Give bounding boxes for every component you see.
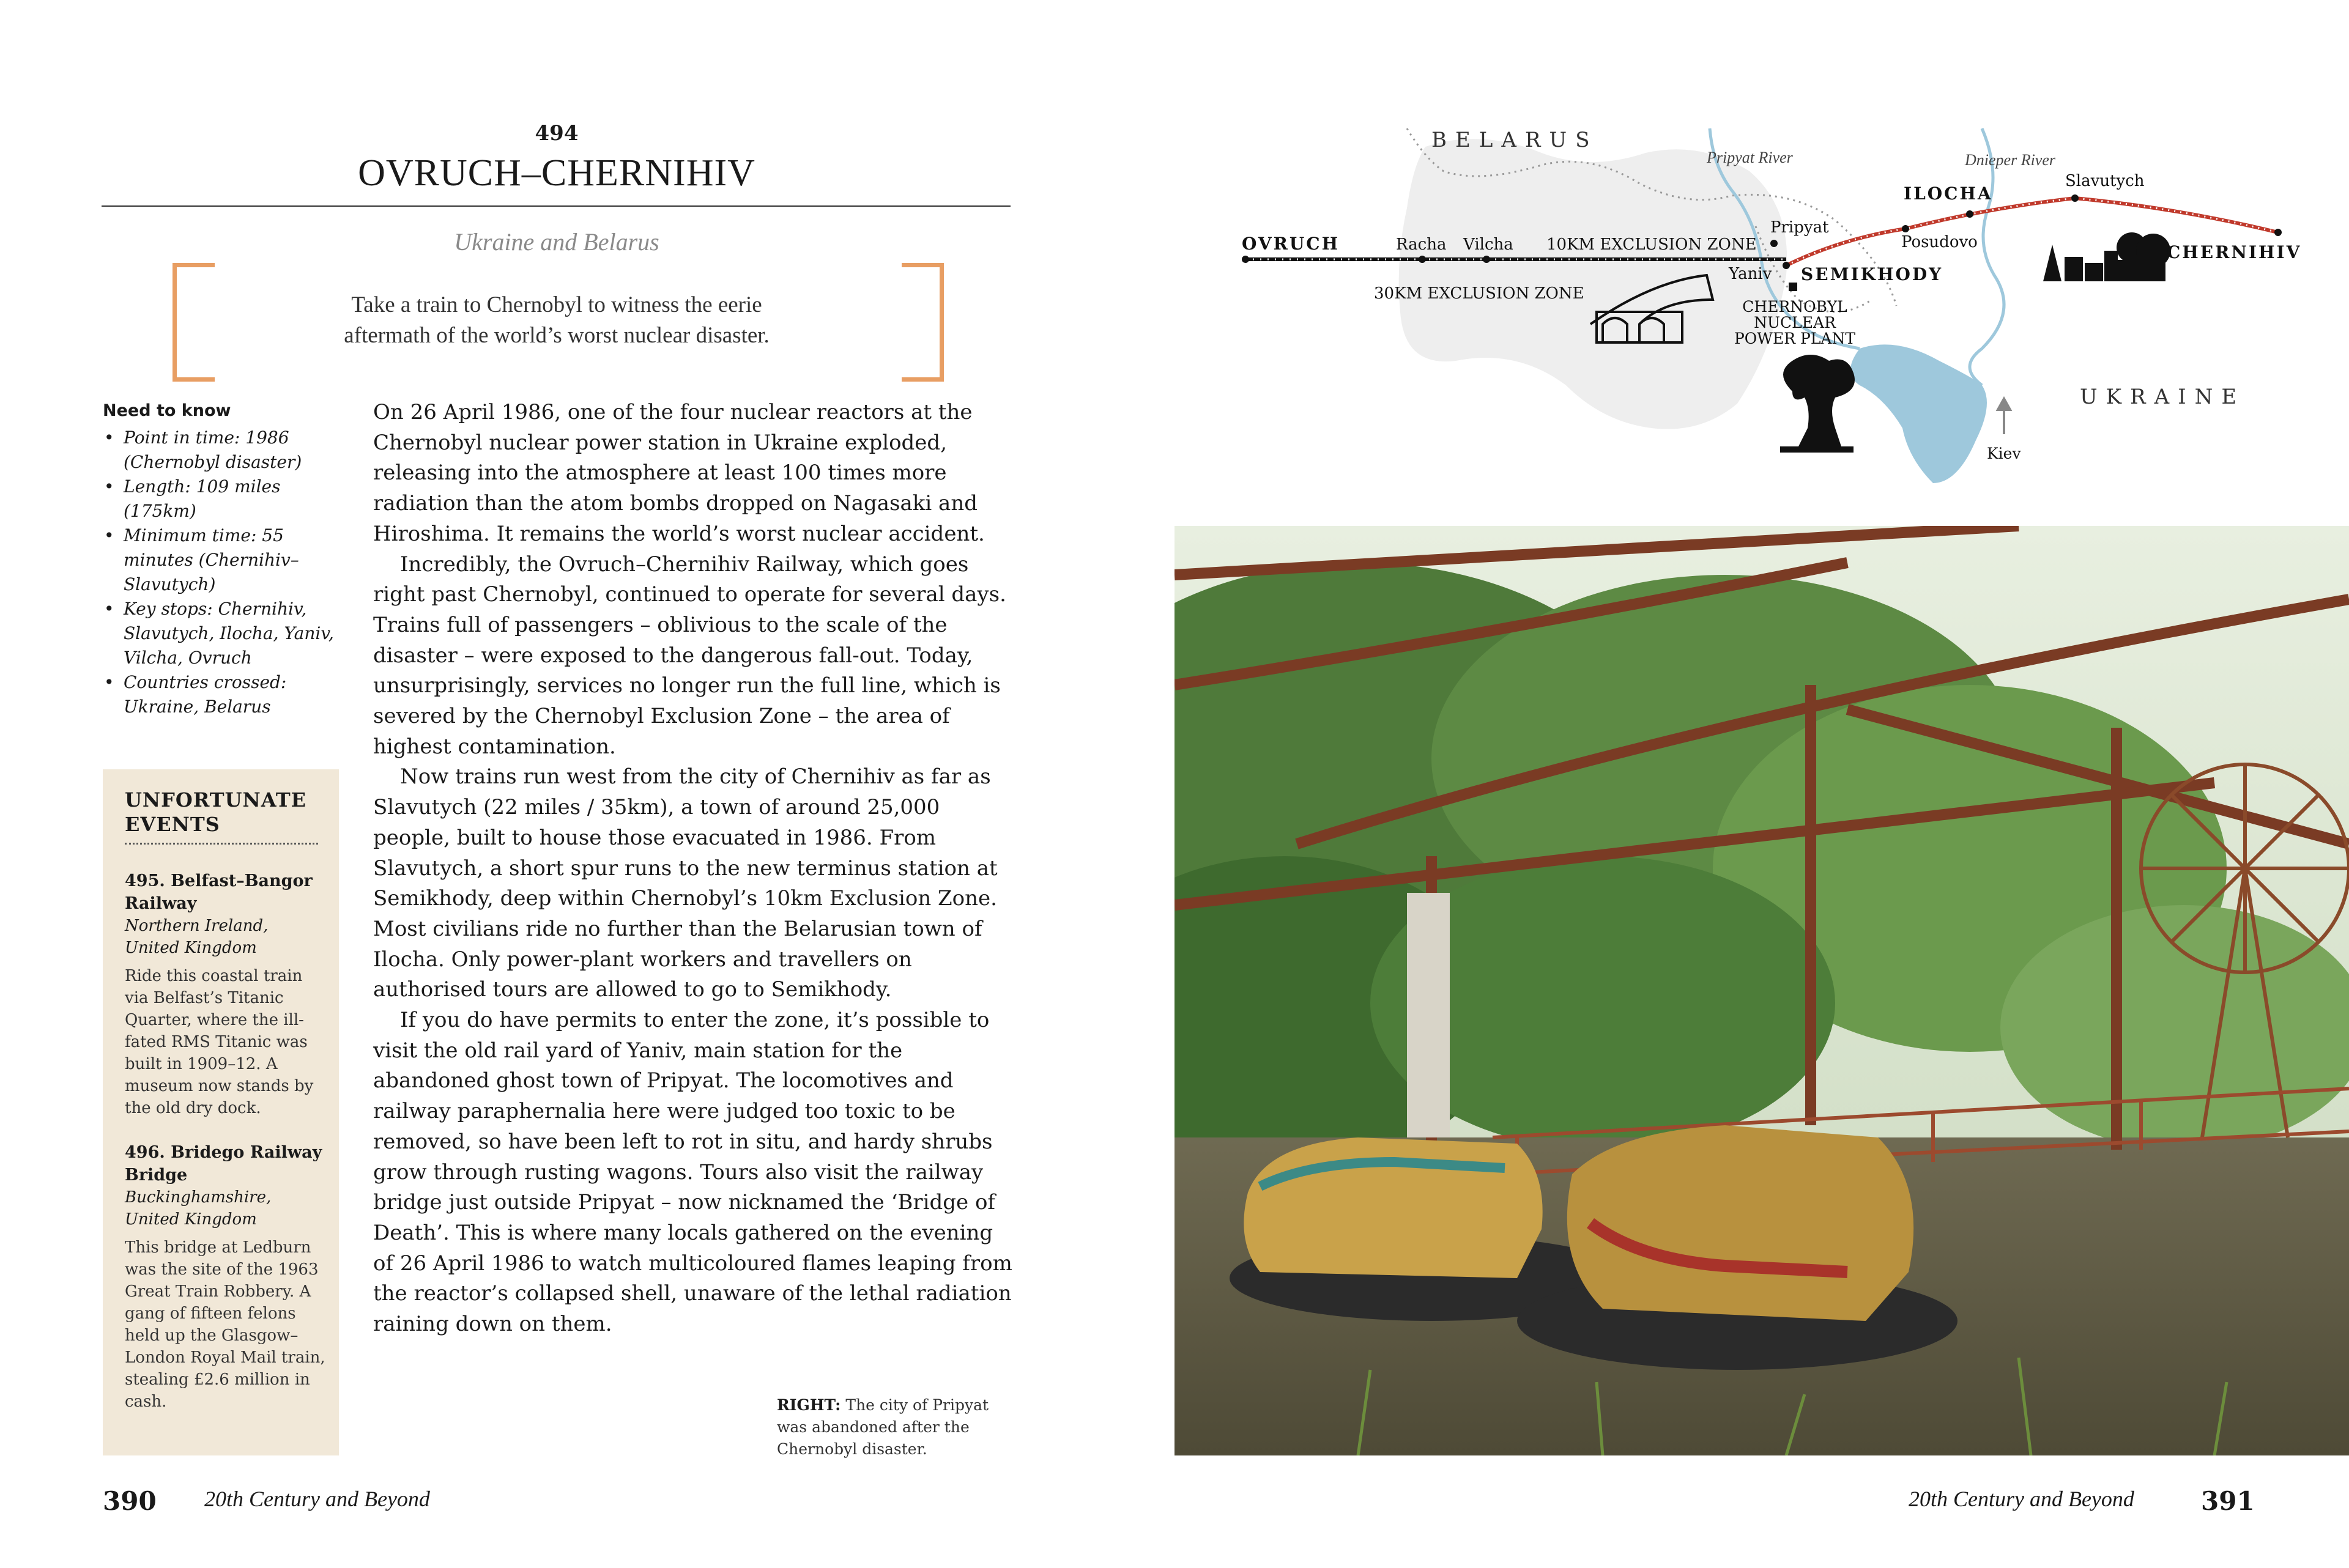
sidebar-divider xyxy=(125,843,318,845)
city-skyline-icon xyxy=(2043,232,2170,281)
kiev-reservoir xyxy=(1850,344,1987,483)
photo-caption xyxy=(777,1394,1009,1460)
map-label-chernihiv: CHERNIHIV xyxy=(2167,242,2302,262)
body-paragraph: Incredibly, the Ovruch–Chernihiv Railway, which goes right past Chernobyl, continued to operate for several days. Trains full of passengers – oblivious to the scale of the disaster – were exposed to the dangerous fall-out. Today, unsurprisingly, services no longer run the full line, which is severed by the Chernobyl Exclusion Zone – the area of highest contamination. xyxy=(373,552,1006,759)
map-label-30km-zone: 30KM EXCLUSION ZONE xyxy=(1374,284,1584,303)
need-to-know-item: • Length: 109 miles (175km) xyxy=(103,475,347,523)
map-label-10km-zone: 10KM EXCLUSION ZONE xyxy=(1546,235,1757,254)
need-to-know-heading: Need to know xyxy=(103,401,231,420)
article-body xyxy=(373,398,1017,1340)
station-dot-chernihiv xyxy=(2274,229,2282,236)
station-dot-posudovo xyxy=(1902,225,1909,232)
body-paragraph: Now trains run west from the city of Chernihiv as far as Slavutych (22 miles / 35km), a town of around 25,000 people, built to house those evacuated in 1986. From Slavutych, a short spur runs to the new terminus station at Semikhody, deep within Chernobyl’s 10km Exclusion Zone. Most civilians ride no further than the Belarusian town of Ilocha. Only power-plant workers and travellers on authorised tours are allowed to go to Semikhody. xyxy=(373,764,998,1002)
map-label-ilocha: ILOCHA xyxy=(1904,183,1993,204)
need-to-know-list xyxy=(103,426,347,719)
station-dot-pripyat xyxy=(1770,240,1778,247)
map-label-racha: Racha xyxy=(1396,235,1447,254)
title-divider xyxy=(102,205,1011,207)
intro-callout xyxy=(257,290,856,351)
running-head-right: 20th Century and Beyond xyxy=(1909,1487,2134,1511)
entry-number: 494 xyxy=(535,121,579,146)
need-to-know-item: • Point in time: 1986 (Chernobyl disaster) xyxy=(103,426,347,475)
sidebar-entry-heading: 495. Belfast–Bangor Railway xyxy=(125,871,313,913)
map-label-pripyat-river: Pripyat River xyxy=(1707,149,1793,166)
map-label-pripyat: Pripyat xyxy=(1770,218,1829,237)
map-label-plant-line-1: CHERNOBYL xyxy=(1742,298,1847,316)
need-to-know-item: • Minimum time: 55 minutes (Chernihiv–Slavutych) xyxy=(103,523,347,597)
page-number-left: 390 xyxy=(103,1486,157,1516)
need-to-know-item: • Key stops: Chernihiv, Slavutych, Ilocha, Yaniv, Vilcha, Ovruch xyxy=(103,597,347,670)
station-dot-slavutych xyxy=(2071,194,2079,202)
intro-bracket-left xyxy=(173,263,215,382)
caption-text: The city of Pripyat was abandoned after the Chernobyl disaster. xyxy=(777,1396,989,1458)
sidebar-entry-body: Ride this coastal train via Belfast’s Titanic Quarter, where the ill-fated RMS Titanic was built in 1909–12. A museum now stands by the old dry dock. xyxy=(125,967,314,1117)
station-dot-ilocha xyxy=(1966,210,1973,218)
sidebar-title xyxy=(125,788,333,837)
intro-bracket-right xyxy=(902,263,944,382)
map-label-plant-line-2: NUCLEAR xyxy=(1754,314,1836,331)
sidebar-title-line: UNFORTUNATE xyxy=(125,788,307,812)
station-dot-yaniv xyxy=(1783,262,1790,269)
map-label-vilcha: Vilcha xyxy=(1463,235,1513,254)
intro-line-1: Take a train to Chernobyl to witness the eerie xyxy=(351,292,762,317)
explosion-icon xyxy=(1780,355,1855,453)
page-number-right: 391 xyxy=(2201,1486,2255,1516)
map-label-ovruch: OVRUCH xyxy=(1242,234,1340,254)
map-label-posudovo: Posudovo xyxy=(1901,233,1978,251)
map-label-semikhody: SEMIKHODY xyxy=(1801,264,1943,284)
caption-label: RIGHT: xyxy=(777,1396,841,1414)
map-label-dnieper-river: Dnieper River xyxy=(1965,151,2056,169)
kiev-arrow-icon xyxy=(1998,399,2010,434)
map-label-kiev: Kiev xyxy=(1987,445,2021,462)
station-dot-racha xyxy=(1419,256,1426,263)
need-to-know-item: • Countries crossed: Ukraine, Belarus xyxy=(103,670,347,719)
station-marker-semikhody xyxy=(1789,283,1797,291)
route-map xyxy=(1223,116,2337,495)
pripyat-amusement-park-photo xyxy=(1174,526,2349,1455)
running-head-left: 20th Century and Beyond xyxy=(204,1487,430,1511)
page-title: OVRUCH–CHERNIHIV xyxy=(358,152,755,194)
sidebar-entry-body: This bridge at Ledburn was the site of the 1963 Great Train Robbery. A gang of fifteen felons held up the Glasgow–London Royal Mail train, stealing £2.6 million in cash. xyxy=(125,1238,325,1411)
sidebar-entry-place: Northern Ireland, United Kingdom xyxy=(125,917,269,957)
sidebar-title-line: EVENTS xyxy=(125,813,220,836)
page-subtitle: Ukraine and Belarus xyxy=(454,228,659,256)
sidebar-entry-heading: 496. Bridego Railway Bridge xyxy=(125,1143,322,1185)
photo-column xyxy=(1407,893,1450,1137)
intro-line-2: aftermath of the world’s worst nuclear disaster. xyxy=(344,323,770,348)
map-label-ukraine: UKRAINE xyxy=(2080,385,2246,409)
map-label-belarus: BELARUS xyxy=(1431,128,1598,152)
sidebar-entry-place: Buckinghamshire, United Kingdom xyxy=(125,1188,272,1229)
map-label-plant-line-3: POWER PLANT xyxy=(1734,330,1856,347)
map-label-yaniv: Yaniv xyxy=(1729,265,1772,283)
station-dot-vilcha xyxy=(1483,256,1490,263)
map-label-slavutych: Slavutych xyxy=(2065,172,2145,190)
body-paragraph: If you do have permits to enter the zone, it’s possible to visit the old rail yard of Yaniv, main station for the abandoned ghost town of Pripyat. The locomotives and railway paraphernalia here were judged too toxic to be removed, so have been left to rot in situ, and hardy shrubs grow through rusting wagons. Tours also visit the railway bridge just outside Pripyat – now nicknamed the ‘Bridge of Death’. This is where many locals gathered on the evening of 26 April 1986 to watch multicoloured flames leaping from the reactor’s collapsed shell, unaware of the lethal radiation raining down on them. xyxy=(373,1008,1012,1337)
station-dot-ovruch xyxy=(1242,256,1249,263)
body-paragraph: On 26 April 1986, one of the four nuclear reactors at the Chernobyl nuclear power station in Ukraine exploded, releasing into the atmosphere at least 100 times more radiation than the atom bombs dropped on Nagasaki and Hiroshima. It remains the world’s worst nuclear accident. xyxy=(373,400,985,546)
